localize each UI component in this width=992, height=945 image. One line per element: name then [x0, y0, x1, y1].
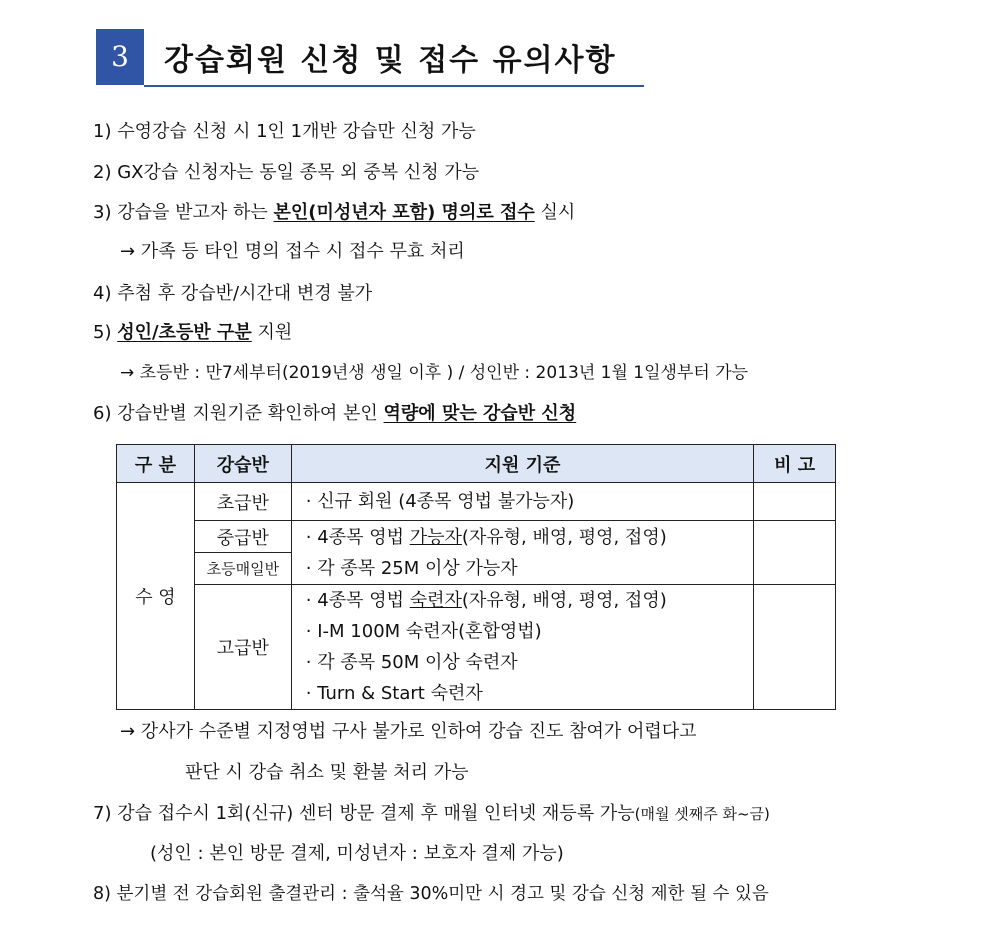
header-class: 강습반 [194, 445, 291, 483]
category-cell: 수 영 [117, 483, 195, 710]
note-advanced [754, 585, 836, 710]
criteria-table [116, 444, 836, 710]
class-beginner: 초급반 [194, 483, 291, 521]
item-1: 1) 수영강습 신청 시 1인 1개반 강습만 신청 가능 [93, 121, 476, 142]
item-8: 8) 분기별 전 강습회원 출결관리 : 출석율 30%미만 시 경고 및 강습 신청 제한 될 수 있음 [93, 884, 769, 904]
item-3-post: 실시 [534, 202, 576, 223]
section-number: 3 [96, 29, 144, 85]
item-3-sub: → 가족 등 타인 명의 접수 시 접수 무효 처리 [120, 241, 465, 262]
item-5-post: 지원 [251, 322, 293, 343]
note-beginner [754, 483, 836, 521]
item-5-pre: 5) [93, 322, 118, 343]
item-5-sub: → 초등반 : 만7세부터(2019년생 생일 이후 ) / 성인반 : 2013년 1월 1일생부터 가능 [120, 363, 749, 383]
note-intermediate [754, 521, 836, 585]
item-5-emphasis: 성인/초등반 구분 [117, 322, 252, 343]
class-elementary-daily: 초등매일반 [194, 553, 291, 585]
item-6-sub-1: → 강사가 수준별 지정영법 구사 불가로 인하여 강습 진도 참여가 어렵다고 [120, 721, 697, 742]
item-6-emphasis: 역량에 맞는 강습반 신청 [383, 403, 577, 424]
item-6 [93, 402, 576, 426]
item-6-sub-2: 판단 시 강습 취소 및 환불 처리 가능 [185, 762, 469, 783]
table-row [117, 585, 836, 710]
criteria-intermediate: · 4종목 영법 가능자(자유형, 배영, 평영, 접영) · 각 종목 25M 이상 가능자 [291, 521, 753, 585]
item-3-emphasis: 본인(미성년자 포함) 명의로 접수 [273, 202, 535, 223]
item-3 [93, 201, 575, 225]
criteria-advanced: · 4종목 영법 숙련자(자유형, 배영, 평영, 접영) · I-M 100M 숙련자(혼합영법) · 각 종목 50M 이상 숙련자 · Turn & Start 숙련자 [291, 585, 753, 710]
item-4: 4) 추첨 후 강습반/시간대 변경 불가 [93, 283, 373, 304]
table-header-row [117, 445, 836, 483]
class-advanced: 고급반 [194, 585, 291, 710]
header-note: 비 고 [754, 445, 836, 483]
item-7 [93, 802, 770, 826]
header-criteria: 지원 기준 [291, 445, 753, 483]
class-intermediate: 중급반 [194, 521, 291, 553]
item-3-pre: 3) 강습을 받고자 하는 [93, 202, 274, 223]
item-6-pre: 6) 강습반별 지원기준 확인하여 본인 [93, 403, 384, 424]
section-title: 강습회원 신청 및 접수 유의사항 [164, 43, 617, 78]
table-row [117, 483, 836, 521]
section-header [96, 29, 644, 87]
item-5 [93, 321, 292, 345]
item-7-small: (매월 셋째주 화~금) [634, 805, 770, 823]
table-row [117, 521, 836, 553]
item-7-main: 7) 강습 접수시 1회(신규) 센터 방문 결제 후 매월 인터넷 재등록 가능 [93, 803, 635, 824]
item-2: 2) GX강습 신청자는 동일 종목 외 중복 신청 가능 [93, 162, 480, 183]
title-underline [144, 85, 644, 87]
item-7-sub: (성인 : 본인 방문 결제, 미성년자 : 보호자 결제 가능) [150, 843, 564, 864]
header-category: 구 분 [117, 445, 195, 483]
criteria-beginner: · 신규 회원 (4종목 영법 불가능자) [291, 483, 753, 521]
